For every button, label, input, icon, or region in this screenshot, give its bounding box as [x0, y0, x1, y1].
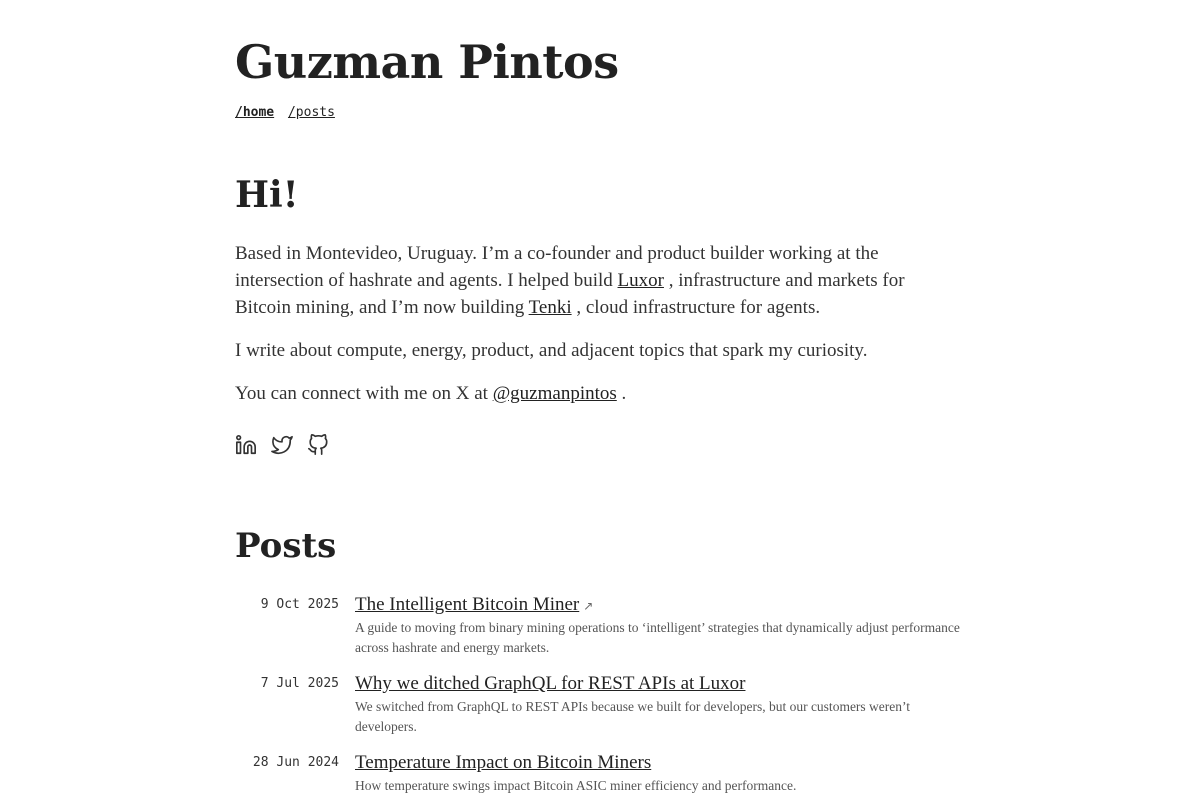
external-link-icon: ↗: [583, 599, 594, 613]
post-title-link[interactable]: Temperature Impact on Bitcoin Miners: [355, 752, 652, 773]
post-description: We switched from GraphQL to REST APIs because we built for developers, but our customers weren’t developers.: [355, 699, 911, 734]
luxor-link[interactable]: Luxor: [617, 270, 664, 291]
intro-paragraph-2: I write about compute, energy, product, and adjacent topics that spark my curiosity.: [235, 340, 868, 361]
linkedin-icon: [235, 434, 257, 456]
intro-heading: Hi!: [235, 174, 299, 216]
post-description: A guide to moving from binary mining operations to ‘intelligent’ strategies that dynamically adjust performance across hashrate and energy markets.: [355, 620, 960, 655]
post-body: [355, 671, 960, 737]
linkedin-link[interactable]: [235, 434, 257, 456]
post-date: 7 Jul 2025: [260, 676, 339, 691]
github-link[interactable]: [307, 434, 329, 456]
intro-text: , cloud infrastructure for agents.: [571, 297, 821, 318]
intro-text: You can connect with me on X at: [235, 383, 493, 404]
nav-home-link[interactable]: /home: [235, 105, 275, 120]
list-item: [235, 671, 960, 737]
tenki-link[interactable]: Tenki: [528, 297, 572, 318]
intro-paragraph-1: [235, 240, 955, 321]
post-title-link[interactable]: The Intelligent Bitcoin Miner: [355, 594, 580, 615]
site-title: Guzman Pintos: [235, 35, 619, 89]
post-body: [355, 592, 960, 658]
posts-list: [235, 592, 960, 809]
x-handle-link[interactable]: @guzmanpintos: [492, 383, 617, 404]
post-date: 9 Oct 2025: [260, 597, 339, 612]
post-description: How temperature swings impact Bitcoin ASIC miner efficiency and performance.: [355, 778, 797, 793]
list-item: [235, 750, 960, 796]
nav-posts-link[interactable]: /posts: [287, 105, 335, 120]
twitter-link[interactable]: [271, 434, 293, 456]
intro-section: [235, 240, 955, 423]
intro-paragraph-3: [235, 380, 955, 407]
github-icon: [307, 434, 329, 456]
post-body: [355, 750, 960, 796]
main-nav: [235, 104, 341, 122]
twitter-icon: [271, 434, 293, 456]
intro-text: , infrastructure and markets for Bitcoin mining, and I’m now building: [235, 270, 905, 318]
post-date: 28 Jun 2024: [252, 755, 339, 770]
social-links: [235, 434, 329, 456]
intro-text: .: [616, 383, 627, 404]
list-item: [235, 592, 960, 658]
post-title-link[interactable]: Why we ditched GraphQL for REST APIs at Luxor: [355, 673, 746, 694]
intro-text: Based in Montevideo, Uruguay. I’m a co-founder and product builder working at the intersection of hashrate and agents. I helped build: [235, 243, 879, 291]
posts-heading: Posts: [235, 526, 337, 566]
